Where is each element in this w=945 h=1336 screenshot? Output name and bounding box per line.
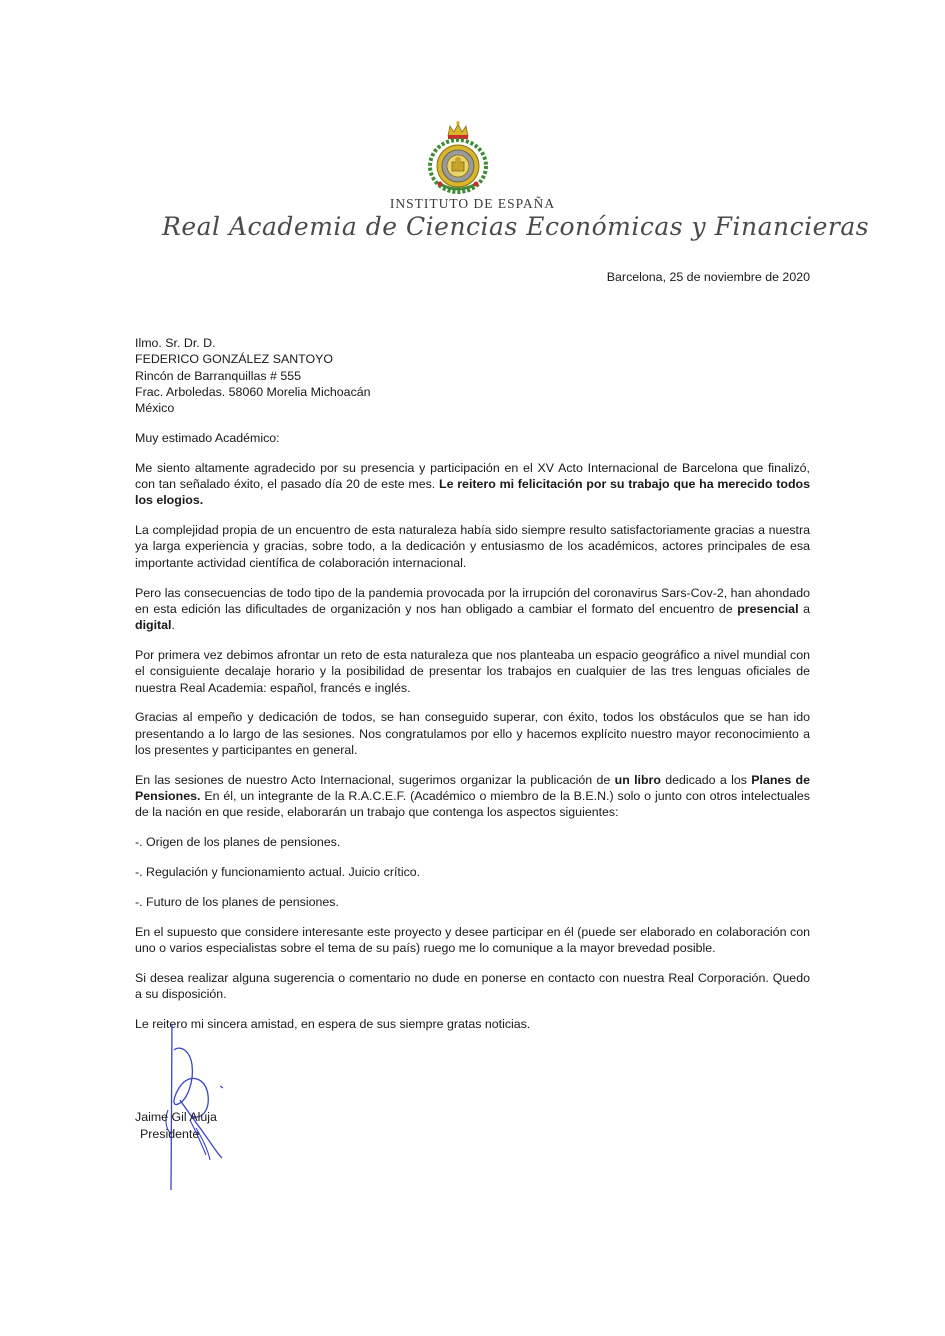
paragraph-3 (135, 585, 810, 634)
paragraph-1-bold: Le reitero mi felicitación por su trabajo que ha merecido todos los elogios. (135, 477, 810, 508)
recipient-street: Rincón de Barranquillas # 555 (135, 368, 302, 383)
academy-name: Real Academia de Ciencias Económicas y Financieras (162, 212, 870, 241)
institute-name: INSTITUTO DE ESPAÑA (389, 196, 556, 211)
paragraph-1 (135, 460, 810, 509)
paragraph-6-rest: En él, un integrante de la R.A.C.E.F. (Académico o miembro de la B.E.N.) solo o junto con otros intelectuales de la nación en que reside, elaborarán un trabajo que contenga los aspectos siguientes: (135, 789, 810, 820)
paragraph-3-text: Pero las consecuencias de todo tipo de la pandemia provocada por la irrupción del coronavirus Sars-Cov-2, han ahondado en esta edición las dificultades de organización y nos han obligado a cambiar el formato del encuentro de (135, 585, 810, 616)
paragraph-3-connector: a (798, 601, 810, 616)
paragraph-6-bold-libro: un libro (614, 772, 661, 787)
salutation: Muy estimado Académico: (135, 430, 280, 445)
handwritten-signature (150, 1020, 230, 1195)
recipient-country: México (135, 401, 175, 416)
signer-block (135, 1109, 217, 1143)
paragraph-9: Le reitero mi sincera amistad, en espera de sus siempre gratas noticias. (135, 1016, 531, 1031)
paragraph-4: Por primera vez debimos afrontar un reto de esta naturaleza que nos planteaba un espacio geográfico a nivel mundial con el consiguiente decalaje horario y la posibilidad de presentar los trabajos en cualquier de las tres lenguas oficiales de nuestra Real Academia: español, francés e inglés. (135, 647, 810, 695)
recipient-city: Frac. Arboledas. 58060 Morelia Michoacán (135, 384, 371, 399)
paragraph-2: La complejidad propia de un encuentro de esta naturaleza había sido siempre resulto satisfactoriamente gracias a nuestra ya larga experiencia y gracias, sobre todo, a la dedicación y entusiasmo de los académicos, actores principales de esa importante actividad científica de colaboración internacional. (135, 523, 810, 570)
list-item-2: -. Regulación y funcionamiento actual. Juicio crítico. (135, 864, 421, 879)
list-item-3: -. Futuro de los planes de pensiones. (135, 894, 339, 909)
paragraph-1-text: Me siento altamente agradecido por su presencia y participación en el XV Acto Internacional de Barcelona que finalizó, con tan señalado éxito, el pasado día 20 de este mes. (135, 460, 810, 492)
signer-name: Jaime Gil Aluja (135, 1110, 217, 1124)
royal-crest-icon (426, 120, 490, 196)
recipient-name: FEDERICO GONZÁLEZ SANTOYO (135, 352, 334, 367)
list-item-1: -. Origen de los planes de pensiones. (135, 835, 341, 850)
paragraph-3-bold-presencial: presencial (737, 601, 799, 616)
paragraph-8: Si desea realizar alguna sugerencia o comentario no dude en ponerse en contacto con nuestra Real Corporación. Quedo a su disposición. (135, 970, 810, 1001)
signer-role: Presidente (140, 1127, 200, 1141)
paragraph-6-bold-planes: Planes de Pensiones. (135, 772, 810, 804)
recipient-title: Ilmo. Sr. Dr. D. (135, 336, 216, 350)
paragraph-6-text: En las sesiones de nuestro Acto Internacional, sugerimos organizar la publicación de (135, 772, 615, 787)
paragraph-6-connector: dedicado a los (660, 772, 752, 787)
paragraph-7: En el supuesto que considere interesante este proyecto y desee participar en él (puede ser elaborado en colaboración con uno o varios especialistas sobre el tema de su país) ruego me lo comunique a la mayor brevedad posible. (135, 924, 810, 955)
paragraph-6 (135, 772, 810, 821)
paragraph-5: Gracias al empeño y dedicación de todos, se han conseguido superar, con éxito, todos los obstáculos que se han ido presentando a lo largo de las sesiones. Nos congratulamos por ello y hacemos explícito nuestro mayor reconocimiento a los presentes y participantes en general. (135, 710, 810, 757)
recipient-address (135, 335, 810, 416)
letter-body (135, 335, 810, 1046)
letter-date: Barcelona, 25 de noviembre de 2020 (606, 270, 810, 284)
paragraph-3-bold-digital: digital (135, 618, 172, 633)
paragraph-3-end: . (171, 618, 175, 633)
